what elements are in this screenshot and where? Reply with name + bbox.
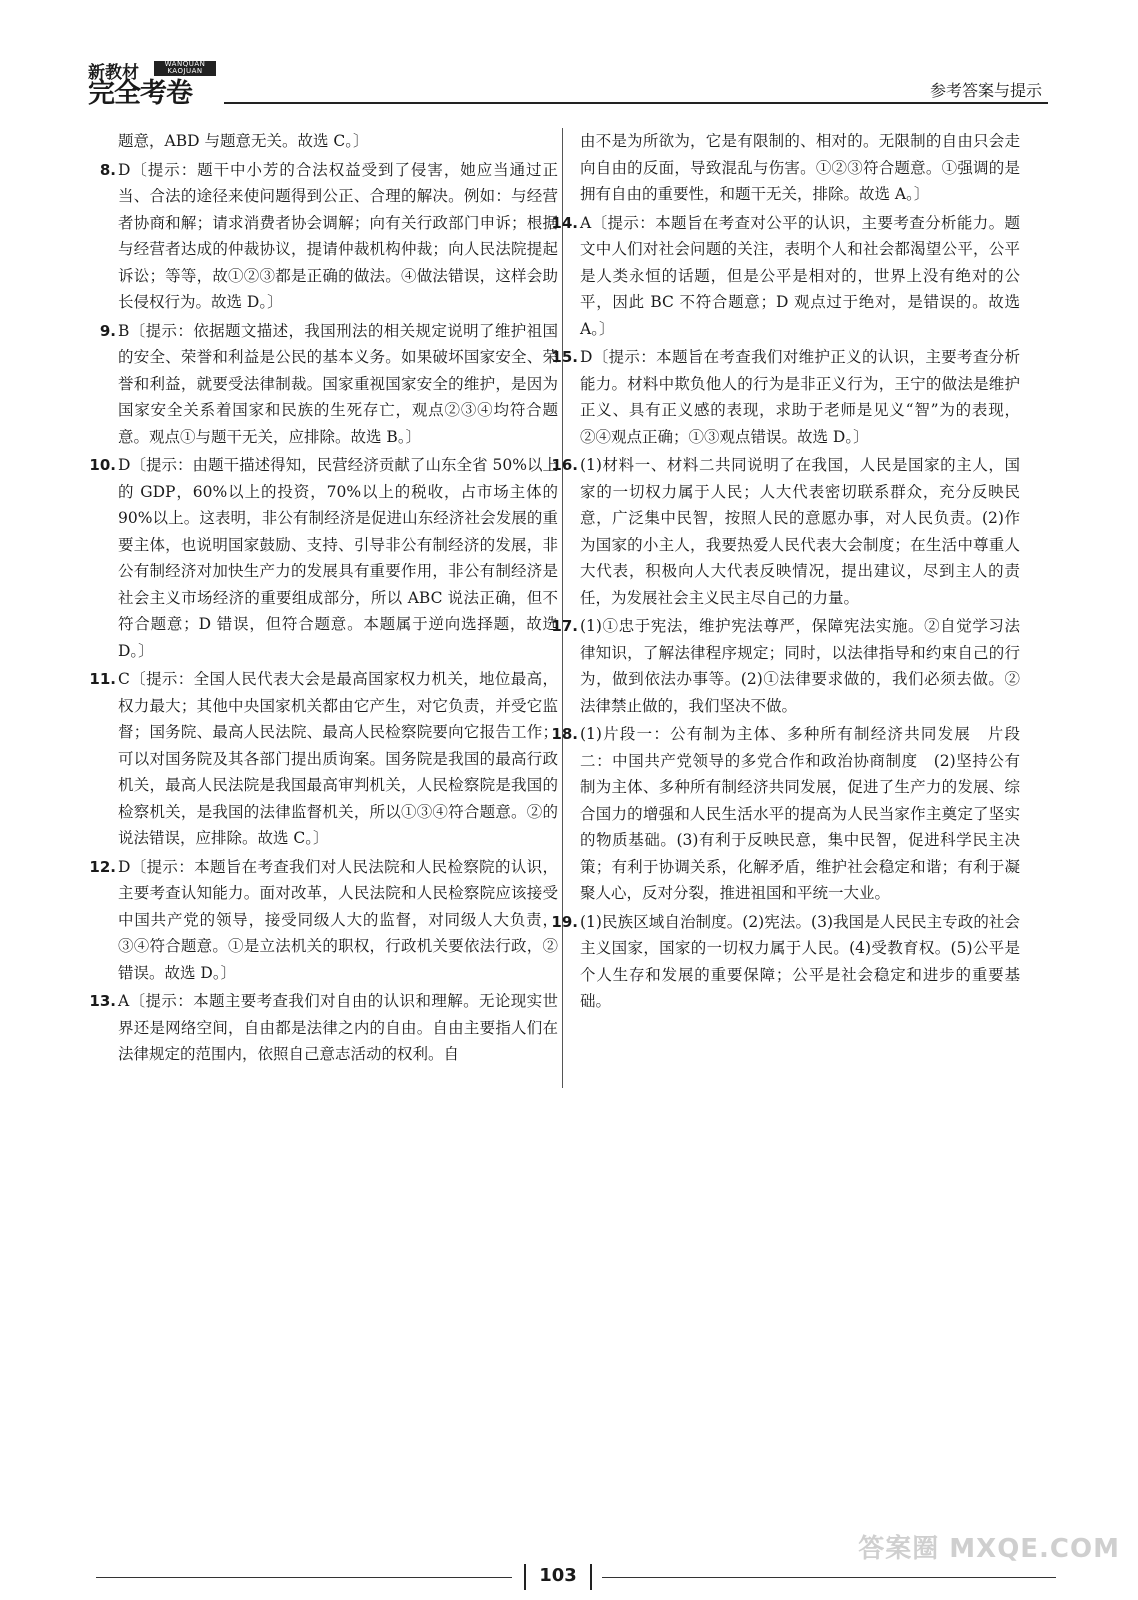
- logo-title: 完全考卷: [88, 78, 192, 109]
- section-title: 参考答案与提示: [929, 81, 1042, 100]
- item-text: B〔提示：依据题文描述，我国刑法的相关规定说明了维护祖国的安全、荣誉和利益是公民的基本义务。如果破坏国家安全、荣誉和利益，就要受法律制裁。国家重视国家安全的维护，是因为国家安全关系着国家和民族的生死存亡，观点②③④均符合题意。观点①与题干无关，应排除。故选 B。〕: [118, 321, 558, 446]
- answer-item-12: [89, 854, 558, 987]
- answer-item-14: [551, 210, 1020, 343]
- left-column: [89, 128, 558, 1070]
- item-number: 11.: [89, 670, 116, 688]
- answer-item-16: [551, 452, 1020, 611]
- item-text: D〔提示：本题旨在考查我们对维护正义的认识，主要考查分析能力。材料中欺负他人的行为是非正义行为，王宁的做法是维护正义、具有正义感的表现，求助于老师是见义“智”为的表现，②④观点正确；①③观点错误。故选 D。〕: [580, 348, 1020, 446]
- item-text: (1)民族区域自治制度。(2)宪法。(3)我国是人民民主专政的社会主义国家，国家的一切权力属于人民。(4)受教育权。(5)公平是个人生存和发展的重要保障；公平是社会稳定和进步的重要基础。: [580, 912, 1020, 1010]
- item-text: D〔提示：由题干描述得知，民营经济贡献了山东全省 50%以上的 GDP，60%以上的投资，70%以上的税收，占市场主体的 90%以上。这表明，非公有制经济是促进山东经济社会发展的重要主体，也说明国家鼓励、支持、引导非公有制经济的发展，非公有制经济对加快生产力的发展具有重要作用，非公有制经济是社会主义市场经济的重要组成部分，所以 ABC 说法正确，但不符合题意；D 错误，但符合题意。本题属于逆向选择题，故选 D。〕: [118, 456, 558, 660]
- page-footer: [96, 1562, 1056, 1592]
- answer-item-19: [551, 909, 1020, 1015]
- continued-answer: 题意，ABD 与题意无关。故选 C。〕: [118, 132, 369, 150]
- site-watermark: 答案圈 MXQE.COM: [858, 1534, 1120, 1564]
- answer-item-10: [89, 452, 558, 664]
- footer-rule-left: [96, 1577, 512, 1578]
- answer-item-9: [99, 318, 558, 451]
- footer-bar-right: [590, 1564, 592, 1590]
- item-text: D〔提示：本题旨在考查我们对人民法院和人民检察院的认识，主要考查认知能力。面对改革，人民法院和人民检察院应该接受中国共产党的领导，接受同级人大的监督，对同级人大负责，③④符合题意。①是立法机关的职权，行政机关要依法行政，②错误。故选 D。〕: [118, 857, 558, 982]
- footer-bar-left: [524, 1564, 526, 1590]
- item-number: 14.: [551, 213, 578, 232]
- item-number: 9.: [99, 321, 116, 340]
- footer-rule-right: [602, 1577, 1056, 1578]
- page-header: [88, 52, 1048, 108]
- page-number: 103: [539, 1565, 577, 1586]
- answer-item-13: [89, 988, 558, 1068]
- item-text: (1)①忠于宪法，维护宪法尊严，保障宪法实施。②自觉学习法律知识，了解法律程序规定；同时，以法律指导和约束自己的行为，做到依法办事等。(2)①法律要求做的，我们必须去做。②法律禁止做的，我们坚决不做。: [580, 617, 1020, 715]
- item-number: 13.: [89, 992, 116, 1010]
- item-number: 16.: [551, 456, 578, 474]
- right-column: [551, 128, 1020, 1017]
- item-text: (1)材料一、材料二共同说明了在我国，人民是国家的主人，国家的一切权力属于人民；人大代表密切联系群众，充分反映民意，广泛集中民智，按照人民的意愿办事，对人民负责。(2)作为国家的小主人，我要热爱人民代表大会制度；在生活中尊重人大代表，积极向人大代表反映情况，提出建议，尽到主人的责任，为发展社会主义民主尽自己的力量。: [580, 456, 1020, 607]
- item-number: 10.: [89, 456, 116, 474]
- item-number: 15.: [551, 348, 578, 366]
- item-text: D〔提示：题干中小芳的合法权益受到了侵害，她应当通过正当、合法的途径来使问题得到公正、合理的解决。例如：与经营者协商和解；请求消费者协会调解；向有关行政部门申诉；根据与经营者达成的仲裁协议，提请仲裁机构仲裁；向人民法院提起诉讼；等等，故①②③都是正确的做法。④做法错误，这样会助长侵权行为。故选 D。〕: [118, 160, 558, 311]
- answer-item-18: [551, 721, 1020, 907]
- header-divider: [224, 102, 1048, 104]
- answer-item-8: [99, 157, 558, 316]
- answer-item-15: [551, 344, 1020, 450]
- continued-answer: 由不是为所欲为，它是有限制的、相对的。无限制的自由只会走向自由的反面，导致混乱与伤害。①②③符合题意。①强调的是拥有自由的重要性，和题干无关，排除。故选 A。〕: [580, 132, 1020, 203]
- item-text: (1)片段一：公有制为主体、多种所有制经济共同发展 片段二：中国共产党领导的多党合作和政治协商制度 (2)坚持公有制为主体、多种所有制经济共同发展，促进了生产力的发展、综合国力的增强和人民生活水平的提高为人民当家作主奠定了坚实的物质基础。(3)有利于反映民意，集中民智，促进科学民主决策；有利于协调关系，化解矛盾，维护社会稳定和谐；有利于凝聚人心，反对分裂，推进祖国和平统一大业。: [580, 725, 1020, 902]
- item-text: C〔提示：全国人民代表大会是最高国家权力机关，地位最高，权力最大；其他中央国家机关都由它产生，对它负责，并受它监督；国务院、最高人民法院、最高人民检察院要向它报告工作；可以对国务院及其各部门提出质询案。国务院是我国的最高行政机关，最高人民法院是我国最高审判机关，人民检察院是我国的检察机关，是我国的法律监督机关，所以①③④符合题意。②的说法错误，应排除。故选 C。〕: [118, 670, 558, 847]
- item-number: 8.: [99, 160, 116, 179]
- logo-small-text: 新教材: [88, 63, 139, 83]
- answer-item-11: [89, 666, 558, 852]
- item-number: 17.: [551, 617, 578, 635]
- answer-item-17: [551, 613, 1020, 719]
- item-text: A〔提示：本题主要考查我们对自由的认识和理解。无论现实世界还是网络空间，自由都是法律之内的自由。自由主要指人们在法律规定的范围内，依照自己意志活动的权利。自: [118, 992, 558, 1063]
- item-number: 18.: [551, 725, 578, 743]
- logo-badge: WANQUAN KAOJUAN: [154, 61, 216, 76]
- item-number: 12.: [89, 857, 116, 876]
- item-number: 19.: [551, 912, 578, 931]
- column-divider: [562, 128, 563, 1088]
- book-logo: [88, 52, 228, 108]
- item-text: A〔提示：本题旨在考查对公平的认识，主要考查分析能力。题文中人们对社会问题的关注，表明个人和社会都渴望公平，公平是人类永恒的话题，但是公平是相对的，世界上没有绝对的公平，因此 BC 不符合题意；D 观点过于绝对，是错误的。故选 A。〕: [580, 213, 1020, 338]
